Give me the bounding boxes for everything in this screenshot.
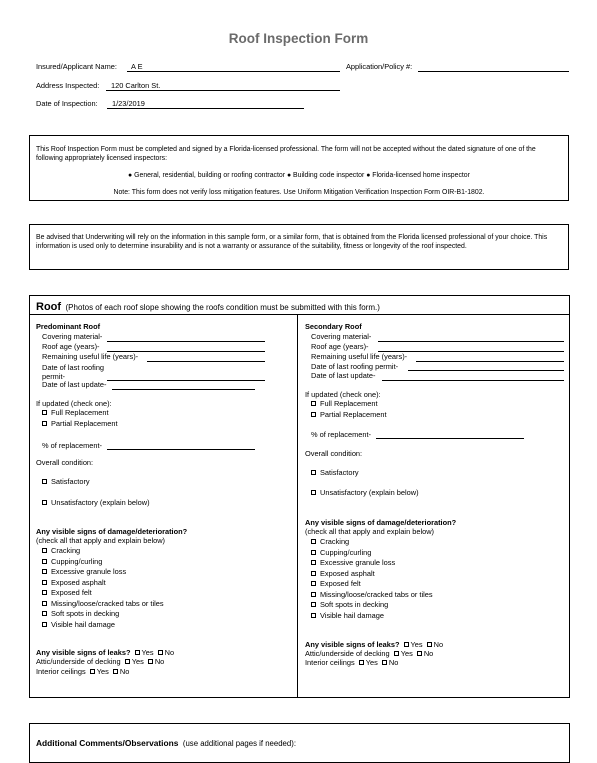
sec-life-label: Remaining useful life (years)- bbox=[311, 352, 408, 361]
checkbox-icon[interactable] bbox=[42, 611, 47, 616]
checkbox-icon[interactable] bbox=[311, 581, 316, 586]
comments-heading-title: Additional Comments/Observations bbox=[36, 738, 179, 748]
checkbox-icon[interactable] bbox=[311, 560, 316, 565]
pred-partial-replacement[interactable]: Partial Replacement bbox=[42, 419, 118, 430]
no-label: No bbox=[164, 648, 175, 657]
pred-ceilings-label: Interior ceilings bbox=[36, 667, 86, 676]
checkbox-icon[interactable] bbox=[311, 539, 316, 544]
pred-damage-sub: (check all that apply and explain below) bbox=[36, 536, 166, 545]
date-field[interactable] bbox=[107, 108, 304, 109]
checkbox-icon[interactable] bbox=[311, 571, 316, 576]
sec-ceilings-row bbox=[305, 658, 398, 669]
pred-last-update-label: Date of last update- bbox=[42, 380, 107, 389]
checkbox-icon[interactable] bbox=[427, 642, 432, 647]
checkbox-icon[interactable] bbox=[359, 660, 364, 665]
checkbox-icon[interactable] bbox=[42, 569, 47, 574]
pred-leaks-title: Any visible signs of leaks? bbox=[36, 648, 131, 657]
comments-heading bbox=[36, 733, 296, 751]
policy-label: Application/Policy #: bbox=[346, 62, 413, 71]
checkbox-icon[interactable] bbox=[42, 590, 47, 595]
pred-attic-label: Attic/underside of decking bbox=[36, 657, 121, 666]
roof-column-divider bbox=[297, 314, 298, 698]
sec-last-roofing-label: Date of last roofing permit- bbox=[311, 362, 399, 371]
sec-if-updated-label: If updated (check one): bbox=[305, 390, 381, 399]
address-field[interactable] bbox=[106, 90, 340, 91]
sec-covering-label: Covering material- bbox=[311, 332, 372, 341]
checkbox-icon[interactable] bbox=[42, 548, 47, 553]
pred-damage-item[interactable]: Exposed felt bbox=[42, 588, 92, 599]
yes-label: Yes bbox=[96, 667, 109, 676]
insured-label: Insured/Applicant Name: bbox=[36, 62, 117, 71]
yes-label: Yes bbox=[410, 640, 423, 649]
pred-damage-item[interactable]: Missing/loose/cracked tabs or tiles bbox=[42, 599, 164, 610]
no-label: No bbox=[433, 640, 444, 649]
sec-full-replacement[interactable]: Full Replacement bbox=[311, 399, 378, 410]
sec-last-update-label: Date of last update- bbox=[311, 371, 376, 380]
checkbox-icon[interactable] bbox=[125, 659, 130, 664]
pred-covering-label: Covering material- bbox=[42, 332, 103, 341]
sec-damage-item[interactable]: Excessive granule loss bbox=[311, 558, 395, 569]
policy-field[interactable] bbox=[418, 71, 569, 72]
no-label: No bbox=[423, 649, 434, 658]
underwriting-notice-box bbox=[29, 224, 569, 270]
pred-unsatisfactory[interactable]: Unsatisfactory (explain below) bbox=[42, 498, 150, 509]
checkbox-icon[interactable] bbox=[382, 660, 387, 665]
pred-last-roofing-label-1: Date of last roofing bbox=[42, 363, 105, 372]
pred-damage-item[interactable]: Cracking bbox=[42, 546, 80, 557]
checkbox-icon[interactable] bbox=[42, 421, 47, 426]
roof-heading-note: (Photos of each roof slope showing the roofs condition must be submitted with this form.) bbox=[65, 303, 380, 312]
checkbox-icon[interactable] bbox=[42, 559, 47, 564]
sec-damage-item[interactable]: Exposed asphalt bbox=[311, 569, 375, 580]
license-notice-text: This Roof Inspection Form must be completed and signed by a Florida-licensed professional. The form will not be accepted without the dated signature of one of the following appropriately licensed inspectors: bbox=[36, 146, 536, 163]
predominant-roof-title: Predominant Roof bbox=[36, 322, 101, 331]
no-label: No bbox=[119, 667, 130, 676]
checkbox-icon[interactable] bbox=[42, 580, 47, 585]
sec-age-label: Roof age (years)- bbox=[311, 342, 369, 351]
checkbox-icon[interactable] bbox=[90, 669, 95, 674]
sec-unsatisfactory[interactable]: Unsatisfactory (explain below) bbox=[311, 488, 419, 499]
date-label: Date of Inspection: bbox=[36, 99, 98, 108]
roof-heading bbox=[36, 297, 380, 315]
inspector-types: ● General, residential, building or roofing contractor ● Building code inspector ● Florida-licensed home inspector bbox=[128, 172, 470, 179]
pred-damage-item[interactable]: Excessive granule loss bbox=[42, 567, 126, 578]
checkbox-icon[interactable] bbox=[113, 669, 118, 674]
sec-attic-label: Attic/underside of decking bbox=[305, 649, 390, 658]
checkbox-icon[interactable] bbox=[135, 650, 140, 655]
pred-damage-item[interactable]: Exposed asphalt bbox=[42, 578, 106, 589]
pred-last-roofing-label-2: permit- bbox=[42, 372, 65, 381]
checkbox-icon[interactable] bbox=[311, 470, 316, 475]
yes-label: Yes bbox=[131, 657, 144, 666]
checkbox-icon[interactable] bbox=[394, 651, 399, 656]
sec-life-field[interactable] bbox=[416, 361, 564, 362]
checkbox-icon[interactable] bbox=[158, 650, 163, 655]
sec-damage-sub: (check all that apply and explain below) bbox=[305, 527, 435, 536]
checkbox-icon[interactable] bbox=[42, 500, 47, 505]
pred-ceilings-row bbox=[36, 667, 129, 678]
sec-leaks-title: Any visible signs of leaks? bbox=[305, 640, 400, 649]
pred-pct-label: % of replacement- bbox=[42, 441, 102, 450]
no-label: No bbox=[154, 657, 165, 666]
yes-label: Yes bbox=[400, 649, 413, 658]
sec-pct-field[interactable] bbox=[376, 438, 524, 439]
checkbox-icon[interactable] bbox=[311, 592, 316, 597]
checkbox-icon[interactable] bbox=[311, 602, 316, 607]
insured-value: A E bbox=[131, 62, 143, 71]
sec-covering-field[interactable] bbox=[378, 341, 564, 342]
pred-damage-item[interactable]: Soft spots in decking bbox=[42, 609, 119, 620]
no-label: No bbox=[388, 658, 399, 667]
pred-if-updated-label: If updated (check one): bbox=[36, 399, 112, 408]
checkbox-icon[interactable] bbox=[42, 601, 47, 606]
sec-ceilings-label: Interior ceilings bbox=[305, 658, 355, 667]
sec-last-roofing-field[interactable] bbox=[408, 370, 564, 371]
checkbox-icon[interactable] bbox=[42, 479, 47, 484]
pred-satisfactory[interactable]: Satisfactory bbox=[42, 477, 90, 488]
yes-label: Yes bbox=[365, 658, 378, 667]
sec-overall-label: Overall condition: bbox=[305, 449, 363, 458]
pred-full-replacement[interactable]: Full Replacement bbox=[42, 408, 109, 419]
checkbox-icon[interactable] bbox=[311, 550, 316, 555]
checkbox-icon[interactable] bbox=[148, 659, 153, 664]
checkbox-icon[interactable] bbox=[311, 613, 316, 618]
sec-damage-item[interactable]: Cupping/curling bbox=[311, 548, 371, 559]
secondary-roof-title: Secondary Roof bbox=[305, 322, 362, 331]
pred-pct-field[interactable] bbox=[107, 449, 255, 450]
checkbox-icon[interactable] bbox=[404, 642, 409, 647]
pred-life-label: Remaining useful life (years)- bbox=[42, 352, 139, 361]
address-value: 120 Carlton St. bbox=[111, 81, 161, 90]
pred-overall-label: Overall condition: bbox=[36, 458, 94, 467]
checkbox-icon[interactable] bbox=[311, 490, 316, 495]
pred-attic-row bbox=[36, 657, 164, 668]
date-value: 1/23/2019 bbox=[112, 99, 145, 108]
sec-damage-item[interactable]: Missing/loose/cracked tabs or tiles bbox=[311, 590, 433, 601]
yes-label: Yes bbox=[141, 648, 154, 657]
insured-field[interactable] bbox=[127, 71, 340, 72]
pred-last-update-field[interactable] bbox=[112, 389, 255, 390]
checkbox-icon[interactable] bbox=[42, 622, 47, 627]
sec-damage-title: Any visible signs of damage/deterioration? bbox=[305, 518, 457, 527]
pred-age-label: Roof age (years)- bbox=[42, 342, 100, 351]
sec-damage-item[interactable]: Cracking bbox=[311, 537, 349, 548]
sec-damage-item[interactable]: Visible hail damage bbox=[311, 611, 384, 622]
comments-heading-note: (use additional pages if needed): bbox=[182, 739, 296, 748]
roof-heading-title: Roof bbox=[36, 301, 62, 313]
checkbox-icon[interactable] bbox=[42, 410, 47, 415]
pred-last-roofing-field[interactable] bbox=[107, 380, 265, 381]
pred-life-field[interactable] bbox=[147, 361, 265, 362]
sec-pct-label: % of replacement- bbox=[311, 430, 371, 439]
address-label: Address Inspected: bbox=[36, 81, 100, 90]
pred-covering-field[interactable] bbox=[107, 341, 265, 342]
mitigation-note: Note: This form does not verify loss mitigation features. Use Uniform Mitigation Verification Inspection Form OIR-B1-1802. bbox=[113, 189, 485, 196]
sec-partial-replacement[interactable]: Partial Replacement bbox=[311, 410, 387, 421]
underwriting-notice-text: Be advised that Underwriting will rely on the information in this sample form, or a similar form, that is obtained from the Florida licensed professional of your choice. This information is used only to determine insurability and is not a warranty or assurance of the suitability, fitness or longevity of the roof inspected. bbox=[36, 234, 548, 251]
pred-damage-title: Any visible signs of damage/deterioration? bbox=[36, 527, 188, 536]
sec-satisfactory[interactable]: Satisfactory bbox=[311, 468, 359, 479]
checkbox-icon[interactable] bbox=[417, 651, 422, 656]
sec-last-update-field[interactable] bbox=[382, 380, 564, 381]
license-notice-box bbox=[29, 135, 569, 201]
page-title: Roof Inspection Form bbox=[228, 31, 369, 46]
pred-damage-item[interactable]: Visible hail damage bbox=[42, 620, 115, 631]
checkbox-icon[interactable] bbox=[311, 401, 316, 406]
checkbox-icon[interactable] bbox=[311, 412, 316, 417]
sec-damage-item[interactable]: Exposed felt bbox=[311, 579, 361, 590]
sec-damage-item[interactable]: Soft spots in decking bbox=[311, 600, 388, 611]
pred-damage-item[interactable]: Cupping/curling bbox=[42, 557, 102, 568]
